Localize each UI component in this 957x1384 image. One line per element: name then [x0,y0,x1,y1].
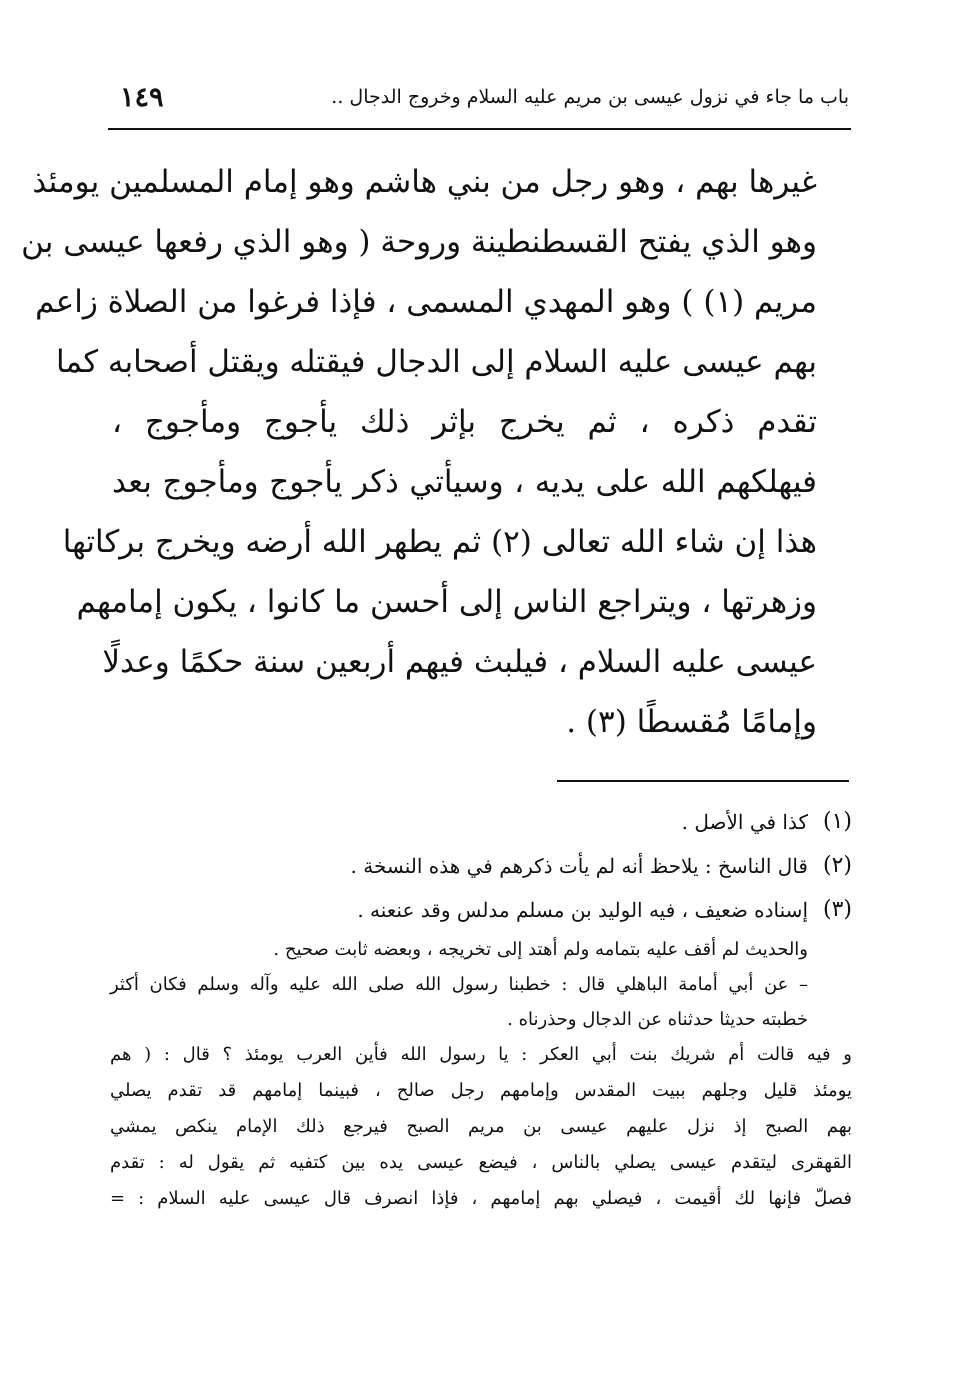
text-line: مريم (١) ) وهو المهدي المسمى ، فإذا فرغوا من الصلاة زاعم [35,284,817,320]
main-text [21,152,817,752]
footnote-line: – عن أبي أمامة الباهلي قال : خطبنا رسول الله صلى الله عليه وآله وسلم فكان أكثر [110,974,808,995]
text-line: وزهرتها ، ويتراجع الناس إلى أحسن ما كانوا ، يكون إمامهم [76,584,817,620]
text-line: غيرها بهم ، وهو رجل من بني هاشم وهو إمام المسلمين يومئذ [32,164,817,200]
text-line: فيهلكهم الله على يديه ، وسيأتي ذكر يأجوج ومأجوج بعد [112,464,817,500]
text-line: عيسى عليه السلام ، فيلبث فيهم أربعين سنة حكمًا وعدلًا [102,644,817,680]
footnote-line: يومئذ قليل وجلهم ببيت المقدس وإمامهم رجل صالح ، فبينما إمامهم قد تقدم يصلي [110,1080,852,1101]
text-line: تقدم ذكره ، ثم يخرج بإثر ذلك يأجوج ومأجوج ، [112,404,817,440]
footnote-text: كذا في الأصل . [681,810,808,834]
footnote-line: فصلّ فإنها لك أقيمت ، فيصلي بهم إمامهم ، فإذا انصرف قال عيسى عليه السلام : = [110,1188,852,1209]
text-line: وإمامًا مُقسطًا (٣) . [566,704,817,740]
footnote-3 [110,888,852,932]
page-number: ١٤٩ [120,82,164,113]
footnote-number: (١) [822,809,852,834]
footnote-2 [110,844,852,888]
footnote-number: (٢) [822,853,852,878]
footnote-1 [110,800,852,844]
header-rule [108,128,851,130]
footnote-line: بهم الصبح إذ نزل عليهم عيسى بن مريم الصبح فيرجع ذلك الإمام ينكص يمشي [110,1116,852,1137]
footnotes [110,800,852,1217]
text-line: بهم عيسى عليه السلام إلى الدجال فيقتله ويقتل أصحابه كما [55,344,817,380]
running-title: باب ما جاء في نزول عيسى بن مريم عليه السلام وخروج الدجال .. [331,86,849,108]
footnote-separator [557,780,849,782]
footnote-text: قال الناسخ : يلاحظ أنه لم يأت ذكرهم في هذه النسخة . [350,854,808,878]
page-header [110,82,849,122]
footnote-text: إسناده ضعيف ، فيه الوليد بن مسلم مدلس وقد عنعنه . [357,898,808,922]
text-line: وهو الذي يفتح القسطنطينة وروحة ( وهو الذي رفعها عيسى بن [21,224,817,260]
footnote-line: خطبته حديثا حدثناه عن الدجال وحذرناه . [507,1009,808,1030]
footnote-number: (٣) [822,897,852,922]
footnote-line: القهقرى ليتقدم عيسى يصلي بالناس ، فيضع عيسى يده بين كتفيه ثم يقول له : تقدم [110,1152,852,1173]
footnote-line: و فيه قالت أم شريك بنت أبي العكر : يا رسول الله فأين العرب يومئذ ؟ قال : ( هم [110,1044,852,1065]
footnote-line: والحديث لم أقف عليه بتمامه ولم أهتد إلى تخريجه ، وبعضه ثابت صحيح . [273,939,808,960]
text-line: هذا إن شاء الله تعالى (٢) ثم يطهر الله أرضه ويخرج بركاتها [62,524,817,560]
